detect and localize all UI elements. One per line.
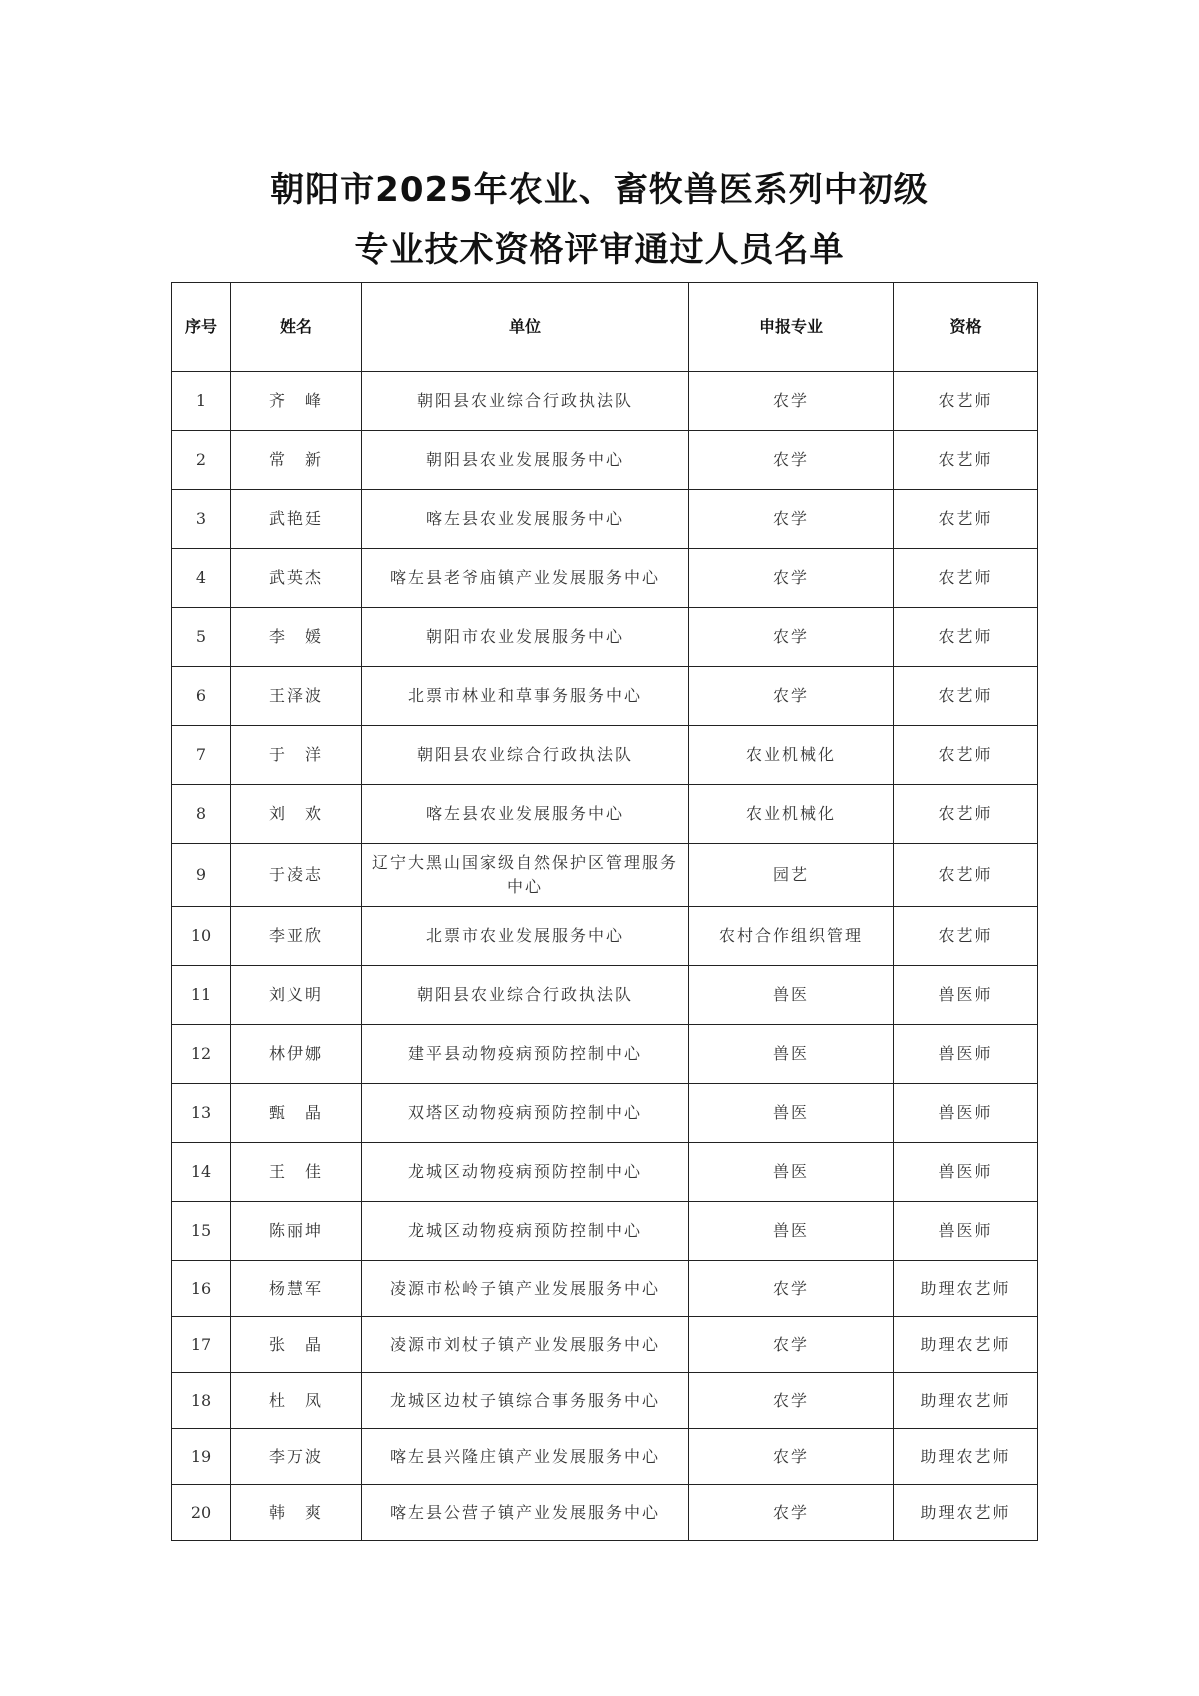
cell-major: 农学: [689, 1261, 894, 1317]
cell-qualification: 助理农艺师: [894, 1373, 1038, 1429]
cell-index: 16: [172, 1261, 231, 1317]
cell-unit: 朝阳县农业发展服务中心: [362, 431, 689, 490]
cell-name: 李万波: [231, 1429, 362, 1485]
cell-name: 于凌志: [231, 844, 362, 907]
cell-index: 5: [172, 608, 231, 667]
cell-qualification: 兽医师: [894, 1025, 1038, 1084]
cell-major: 兽医: [689, 966, 894, 1025]
table-row: [172, 907, 1038, 966]
personnel-table: [171, 282, 1038, 1541]
cell-name: 李亚欣: [231, 907, 362, 966]
cell-name: 韩 爽: [231, 1485, 362, 1541]
cell-unit: 双塔区动物疫病预防控制中心: [362, 1084, 689, 1143]
table-row: [172, 1373, 1038, 1429]
cell-index: 1: [172, 372, 231, 431]
cell-major: 兽医: [689, 1025, 894, 1084]
cell-qualification: 农艺师: [894, 844, 1038, 907]
cell-name: 刘 欢: [231, 785, 362, 844]
cell-qualification: 农艺师: [894, 726, 1038, 785]
cell-major: 兽医: [689, 1202, 894, 1261]
table-row: [172, 372, 1038, 431]
cell-qualification: 农艺师: [894, 490, 1038, 549]
header-major: 申报专业: [689, 283, 894, 372]
cell-major: 农学: [689, 431, 894, 490]
cell-index: 6: [172, 667, 231, 726]
cell-name: 张 晶: [231, 1317, 362, 1373]
cell-qualification: 助理农艺师: [894, 1261, 1038, 1317]
cell-unit: 龙城区动物疫病预防控制中心: [362, 1202, 689, 1261]
cell-name: 杨慧军: [231, 1261, 362, 1317]
cell-qualification: 农艺师: [894, 785, 1038, 844]
cell-unit: 北票市农业发展服务中心: [362, 907, 689, 966]
table-row: [172, 1084, 1038, 1143]
cell-major: 农学: [689, 1317, 894, 1373]
header-qualification: 资格: [894, 283, 1038, 372]
cell-unit: 喀左县老爷庙镇产业发展服务中心: [362, 549, 689, 608]
cell-qualification: 农艺师: [894, 608, 1038, 667]
cell-name: 甄 晶: [231, 1084, 362, 1143]
cell-name: 李 媛: [231, 608, 362, 667]
cell-index: 8: [172, 785, 231, 844]
cell-qualification: 农艺师: [894, 907, 1038, 966]
cell-unit: 朝阳市农业发展服务中心: [362, 608, 689, 667]
cell-major: 农学: [689, 667, 894, 726]
cell-index: 3: [172, 490, 231, 549]
cell-unit: 喀左县农业发展服务中心: [362, 785, 689, 844]
cell-index: 7: [172, 726, 231, 785]
table-row: [172, 431, 1038, 490]
table-row: [172, 1143, 1038, 1202]
cell-qualification: 农艺师: [894, 667, 1038, 726]
cell-index: 2: [172, 431, 231, 490]
cell-index: 11: [172, 966, 231, 1025]
cell-index: 9: [172, 844, 231, 907]
cell-unit: 龙城区边杖子镇综合事务服务中心: [362, 1373, 689, 1429]
cell-index: 19: [172, 1429, 231, 1485]
cell-name: 武艳廷: [231, 490, 362, 549]
cell-index: 17: [172, 1317, 231, 1373]
cell-index: 20: [172, 1485, 231, 1541]
cell-unit: 喀左县兴隆庄镇产业发展服务中心: [362, 1429, 689, 1485]
cell-major: 农业机械化: [689, 785, 894, 844]
cell-unit: 喀左县公营子镇产业发展服务中心: [362, 1485, 689, 1541]
header-name: 姓名: [231, 283, 362, 372]
cell-index: 4: [172, 549, 231, 608]
cell-unit: 建平县动物疫病预防控制中心: [362, 1025, 689, 1084]
cell-major: 兽医: [689, 1143, 894, 1202]
cell-unit: 北票市林业和草事务服务中心: [362, 667, 689, 726]
table-row: [172, 966, 1038, 1025]
document-title-line1: 朝阳市2025年农业、畜牧兽医系列中初级: [270, 170, 929, 210]
cell-qualification: 兽医师: [894, 1143, 1038, 1202]
cell-unit: 凌源市刘杖子镇产业发展服务中心: [362, 1317, 689, 1373]
cell-name: 王泽波: [231, 667, 362, 726]
cell-qualification: 兽医师: [894, 966, 1038, 1025]
cell-qualification: 兽医师: [894, 1084, 1038, 1143]
cell-name: 于 洋: [231, 726, 362, 785]
cell-index: 18: [172, 1373, 231, 1429]
table-row: [172, 1485, 1038, 1541]
cell-qualification: 兽医师: [894, 1202, 1038, 1261]
table-header-row: [172, 283, 1038, 372]
cell-name: 王 佳: [231, 1143, 362, 1202]
cell-unit: 凌源市松岭子镇产业发展服务中心: [362, 1261, 689, 1317]
cell-qualification: 助理农艺师: [894, 1429, 1038, 1485]
header-index: 序号: [172, 283, 231, 372]
cell-major: 农学: [689, 490, 894, 549]
cell-index: 12: [172, 1025, 231, 1084]
cell-major: 兽医: [689, 1084, 894, 1143]
cell-major: 园艺: [689, 844, 894, 907]
cell-qualification: 农艺师: [894, 549, 1038, 608]
cell-name: 刘义明: [231, 966, 362, 1025]
cell-major: 农业机械化: [689, 726, 894, 785]
table-row: [172, 608, 1038, 667]
cell-name: 陈丽坤: [231, 1202, 362, 1261]
cell-major: 农学: [689, 1373, 894, 1429]
table-row: [172, 1202, 1038, 1261]
cell-major: 农学: [689, 372, 894, 431]
cell-qualification: 助理农艺师: [894, 1485, 1038, 1541]
cell-index: 13: [172, 1084, 231, 1143]
cell-name: 齐 峰: [231, 372, 362, 431]
header-unit: 单位: [362, 283, 689, 372]
cell-major: 农学: [689, 608, 894, 667]
cell-unit: 龙城区动物疫病预防控制中心: [362, 1143, 689, 1202]
cell-qualification: 农艺师: [894, 372, 1038, 431]
table-row: [172, 667, 1038, 726]
cell-major: 农学: [689, 1429, 894, 1485]
cell-unit: 朝阳县农业综合行政执法队: [362, 726, 689, 785]
table-row: [172, 1261, 1038, 1317]
cell-unit: 朝阳县农业综合行政执法队: [362, 966, 689, 1025]
table-row: [172, 726, 1038, 785]
cell-qualification: 农艺师: [894, 431, 1038, 490]
table-row: [172, 490, 1038, 549]
cell-index: 15: [172, 1202, 231, 1261]
cell-unit: 辽宁大黑山国家级自然保护区管理服务中心: [362, 844, 689, 907]
cell-major: 农村合作组织管理: [689, 907, 894, 966]
cell-index: 14: [172, 1143, 231, 1202]
cell-unit: 喀左县农业发展服务中心: [362, 490, 689, 549]
table-row: [172, 785, 1038, 844]
cell-index: 10: [172, 907, 231, 966]
cell-qualification: 助理农艺师: [894, 1317, 1038, 1373]
cell-major: 农学: [689, 549, 894, 608]
cell-unit: 朝阳县农业综合行政执法队: [362, 372, 689, 431]
cell-name: 常 新: [231, 431, 362, 490]
table-row: [172, 1317, 1038, 1373]
cell-major: 农学: [689, 1485, 894, 1541]
cell-name: 林伊娜: [231, 1025, 362, 1084]
cell-name: 武英杰: [231, 549, 362, 608]
cell-name: 杜 凤: [231, 1373, 362, 1429]
table-row: [172, 1025, 1038, 1084]
document-title-line2: 专业技术资格评审通过人员名单: [354, 230, 845, 270]
table-row: [172, 844, 1038, 907]
table-row: [172, 549, 1038, 608]
table-row: [172, 1429, 1038, 1485]
